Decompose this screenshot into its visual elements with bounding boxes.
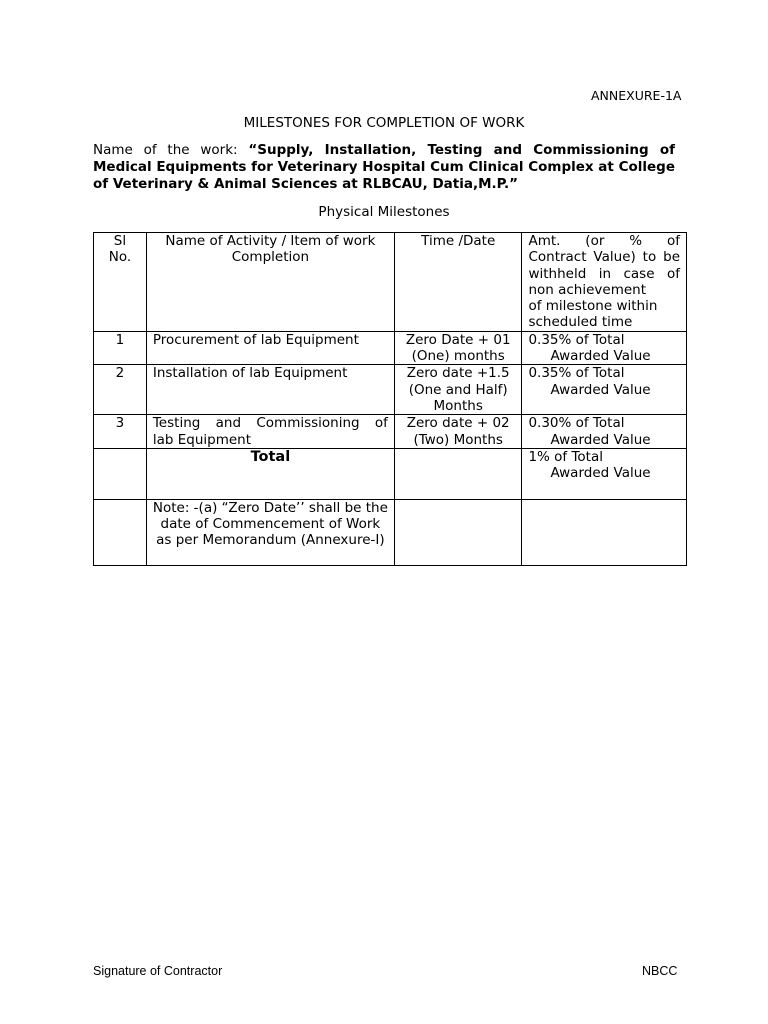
row-activity bbox=[146, 415, 394, 449]
row-activity bbox=[146, 331, 394, 365]
footer-signature-label: Signature of Contractor bbox=[93, 964, 223, 978]
row-amount-line: Awarded Value bbox=[550, 381, 651, 398]
row-amount bbox=[522, 365, 687, 415]
row-activity bbox=[146, 365, 394, 415]
total-sl-empty bbox=[94, 448, 147, 499]
row-amount-line: 0.30% of Total bbox=[528, 415, 625, 432]
row-amount-line: Awarded Value bbox=[550, 348, 651, 365]
note-amount-empty bbox=[522, 499, 687, 565]
total-amount bbox=[522, 448, 687, 499]
total-amount-line: Awarded Value bbox=[550, 465, 651, 482]
row-activity-line: lab Equipment bbox=[152, 431, 252, 448]
work-name-label: Name of the work: bbox=[93, 142, 249, 158]
row-time-line: (One) months bbox=[411, 348, 505, 365]
header-activity bbox=[146, 233, 394, 332]
header-sl-line: Sl bbox=[113, 233, 127, 249]
row-time-line: Zero Date + 01 bbox=[405, 331, 511, 348]
header-amount-line: Amt. (or % of bbox=[528, 233, 680, 249]
header-amount-line: Contract Value) to be bbox=[528, 249, 680, 266]
table-row bbox=[94, 415, 687, 449]
total-row bbox=[94, 448, 687, 499]
row-sl: 1 bbox=[94, 331, 147, 365]
header-amount-line: non achievement bbox=[528, 281, 647, 298]
work-name-paragraph bbox=[93, 142, 675, 193]
header-sl bbox=[94, 233, 147, 332]
page-title: MILESTONES FOR COMPLETION OF WORK bbox=[243, 115, 525, 131]
total-label: Total bbox=[250, 448, 291, 465]
row-time-line: (One and Half) bbox=[408, 381, 508, 398]
table-row bbox=[94, 365, 687, 415]
note-time-empty bbox=[394, 499, 522, 565]
row-time-line: Months bbox=[433, 397, 483, 414]
section-subtitle: Physical Milestones bbox=[318, 204, 450, 220]
row-activity-line: Installation of lab Equipment bbox=[152, 365, 348, 382]
row-amount-line: 0.35% of Total bbox=[528, 331, 625, 348]
row-time-line: (Two) Months bbox=[413, 431, 503, 448]
row-activity-line: Testing and Commissioning of bbox=[152, 415, 388, 432]
header-amount-line: scheduled time bbox=[528, 314, 633, 331]
row-activity-line: Procurement of lab Equipment bbox=[152, 331, 359, 348]
annexure-label: ANNEXURE-1A bbox=[591, 88, 682, 103]
header-amount-line: of milestone within bbox=[528, 298, 658, 315]
table-row bbox=[94, 331, 687, 365]
milestones-table bbox=[93, 232, 687, 566]
work-name-title: “Supply, Installation, Testing and Commissioning of Medical Equipments for Veterinary Hospital Cum Clinical Complex at College of Veterinary & Animal Sciences at RLBCAU, Datia,M.P.” bbox=[93, 142, 675, 192]
row-time bbox=[394, 415, 522, 449]
row-time bbox=[394, 331, 522, 365]
table-header-row bbox=[94, 233, 687, 332]
header-amount bbox=[522, 233, 687, 332]
row-time-line: Zero date + 02 bbox=[406, 415, 510, 432]
total-amount-line: 1% of Total bbox=[528, 448, 603, 465]
header-activity-line: Name of Activity / Item of work bbox=[165, 233, 376, 249]
row-amount-line: Awarded Value bbox=[550, 431, 651, 448]
note-sl-empty bbox=[94, 499, 147, 565]
header-amount-line: withheld in case of bbox=[528, 265, 680, 282]
header-activity-line: Completion bbox=[231, 249, 310, 266]
row-amount-line: 0.35% of Total bbox=[528, 365, 625, 382]
footer-org-label: NBCC bbox=[642, 964, 678, 978]
row-sl: 2 bbox=[94, 365, 147, 415]
header-sl-line: No. bbox=[108, 249, 132, 266]
row-amount bbox=[522, 415, 687, 449]
row-time bbox=[394, 365, 522, 415]
note-text: Note: -(a) “Zero Date’’ shall be the date of Commencement of Work as per Memorandum (Annexure-I) bbox=[146, 499, 394, 565]
row-time-line: Zero date +1.5 bbox=[406, 365, 510, 382]
total-label-cell bbox=[146, 448, 394, 499]
row-sl: 3 bbox=[94, 415, 147, 449]
header-time: Time /Date bbox=[394, 233, 522, 332]
row-amount bbox=[522, 331, 687, 365]
note-row bbox=[94, 499, 687, 565]
total-time-empty bbox=[394, 448, 522, 499]
